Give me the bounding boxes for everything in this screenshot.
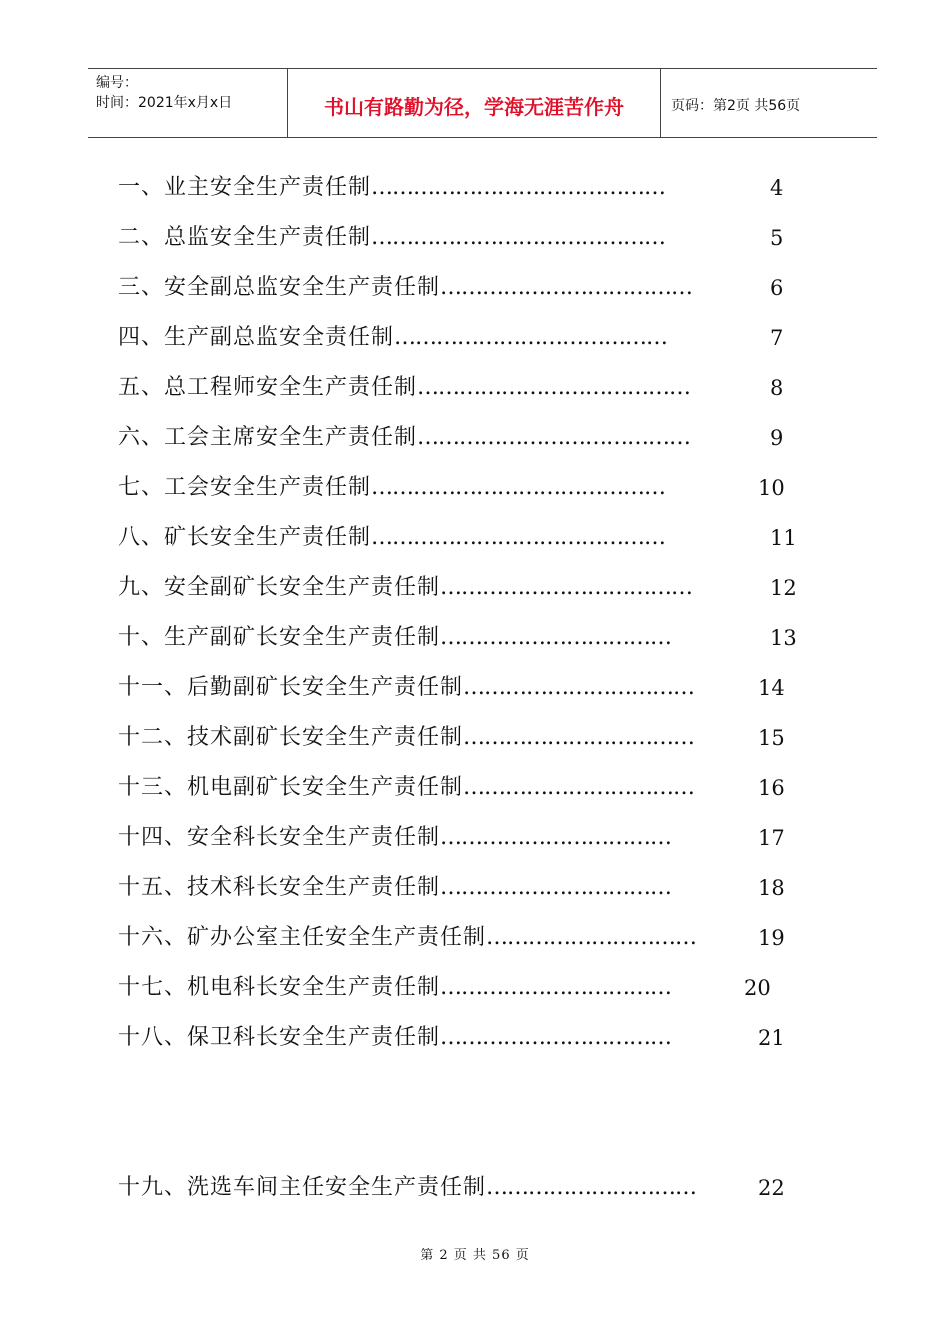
toc-entry-page: 5	[770, 226, 784, 250]
toc-entry-title: 十七、机电科长安全生产责任制	[118, 975, 441, 1000]
toc-entry-page: 9	[770, 426, 784, 450]
toc-entry-title: 十四、安全科长安全生产责任制	[118, 825, 441, 850]
toc-entry[interactable]	[118, 518, 818, 558]
toc-entry[interactable]	[118, 568, 818, 608]
toc-entry-title: 十二、技术副矿长安全生产责任制	[118, 725, 464, 750]
document-header	[88, 68, 877, 138]
toc-entry-page: 14	[758, 676, 785, 700]
toc-entry[interactable]	[118, 668, 818, 708]
toc-entry[interactable]	[118, 268, 818, 308]
time-label: 时间：2021年x月x日	[96, 95, 233, 111]
toc-entry[interactable]	[118, 418, 818, 458]
page-footer: 第 2 页 共 56 页	[420, 1248, 530, 1263]
toc-entry-title: 十三、机电副矿长安全生产责任制	[118, 775, 464, 800]
toc-entry-page: 21	[758, 1026, 785, 1050]
toc-entry-title: 十一、后勤副矿长安全生产责任制	[118, 675, 464, 700]
toc-entry-page: 7	[770, 326, 784, 350]
toc-entry-page: 8	[770, 376, 784, 400]
toc-entry[interactable]	[118, 868, 818, 908]
toc-entry-leader: ……………………………	[440, 975, 672, 1000]
toc-entry-title: 五、总工程师安全生产责任制	[118, 375, 418, 400]
toc-entry[interactable]	[118, 918, 818, 958]
toc-entry[interactable]	[118, 468, 818, 508]
toc-entry-leader: ……………………………………	[371, 175, 666, 200]
toc-entry-page: 18	[758, 876, 785, 900]
toc-entry[interactable]	[118, 318, 818, 358]
toc-entry-title: 十五、技术科长安全生产责任制	[118, 875, 441, 900]
toc-entry-leader: ……………………………………	[371, 525, 666, 550]
toc-entry[interactable]	[118, 218, 818, 258]
toc-entry-leader: …………………………………	[394, 325, 668, 350]
toc-entry-leader: …………………………………	[417, 375, 691, 400]
toc-entry-title: 七、工会安全生产责任制	[118, 475, 372, 500]
header-motto: 书山有路勤为径，学海无涯苦作舟	[288, 69, 661, 137]
toc-entry-page: 20	[744, 976, 771, 1000]
toc-entry[interactable]	[118, 1168, 818, 1208]
toc-entry-page: 16	[758, 776, 785, 800]
toc-entry-leader: ……………………………	[440, 625, 672, 650]
toc-entry-leader: ……………………………	[440, 825, 672, 850]
toc-entry[interactable]	[118, 168, 818, 208]
toc-entry-leader: ……………………………	[440, 1025, 672, 1050]
toc-entry-leader: …………………………………	[417, 425, 691, 450]
toc-entry-leader: ……………………………………	[371, 225, 666, 250]
toc-entry-page: 6	[770, 276, 784, 300]
toc-entry-title: 四、生产副总监安全责任制	[118, 325, 395, 350]
toc-entry[interactable]	[118, 968, 818, 1008]
toc-entry-leader: ………………………………	[440, 575, 693, 600]
toc-entry-page: 22	[758, 1176, 785, 1200]
toc-entry-title: 十、生产副矿长安全生产责任制	[118, 625, 441, 650]
toc-entry-leader: ……………………………	[463, 675, 695, 700]
toc-entry-page: 17	[758, 826, 785, 850]
toc-entry-title: 二、总监安全生产责任制	[118, 225, 372, 250]
toc-entry-title: 八、矿长安全生产责任制	[118, 525, 372, 550]
toc-entry[interactable]	[118, 1018, 818, 1058]
header-meta	[88, 69, 288, 137]
toc-entry-page: 19	[758, 926, 785, 950]
toc-entry-title: 十九、洗选车间主任安全生产责任制	[118, 1175, 487, 1200]
toc-entry-title: 十六、矿办公室主任安全生产责任制	[118, 925, 487, 950]
toc-entry-leader: ………………………………	[440, 275, 693, 300]
toc-entry-title: 六、工会主席安全生产责任制	[118, 425, 418, 450]
toc-entry-page: 10	[758, 476, 785, 500]
toc-entry[interactable]	[118, 818, 818, 858]
serial-label: 编号：	[96, 75, 138, 91]
toc-entry-title: 三、安全副总监安全生产责任制	[118, 275, 441, 300]
toc-entry-leader: …………………………	[486, 1175, 697, 1200]
toc-entry-page: 11	[770, 526, 797, 550]
toc-entry-page: 4	[770, 176, 784, 200]
toc-entry-leader: ……………………………	[463, 775, 695, 800]
toc-entry-title: 十八、保卫科长安全生产责任制	[118, 1025, 441, 1050]
toc-entry[interactable]	[118, 618, 818, 658]
toc-entry-leader: ……………………………………	[371, 475, 666, 500]
toc-entry-page: 15	[758, 726, 785, 750]
toc-entry-title: 一、业主安全生产责任制	[118, 175, 372, 200]
header-page-label: 页码：第2页 共56页	[671, 98, 801, 114]
toc-entry[interactable]	[118, 768, 818, 808]
toc-entry-leader: …………………………	[486, 925, 697, 950]
toc-entry[interactable]	[118, 718, 818, 758]
toc-entry-page: 12	[770, 576, 797, 600]
toc-entry-leader: ……………………………	[440, 875, 672, 900]
toc-entry-leader: ……………………………	[463, 725, 695, 750]
toc-entry[interactable]	[118, 368, 818, 408]
toc-entry-page: 13	[770, 626, 797, 650]
toc-entry-title: 九、安全副矿长安全生产责任制	[118, 575, 441, 600]
